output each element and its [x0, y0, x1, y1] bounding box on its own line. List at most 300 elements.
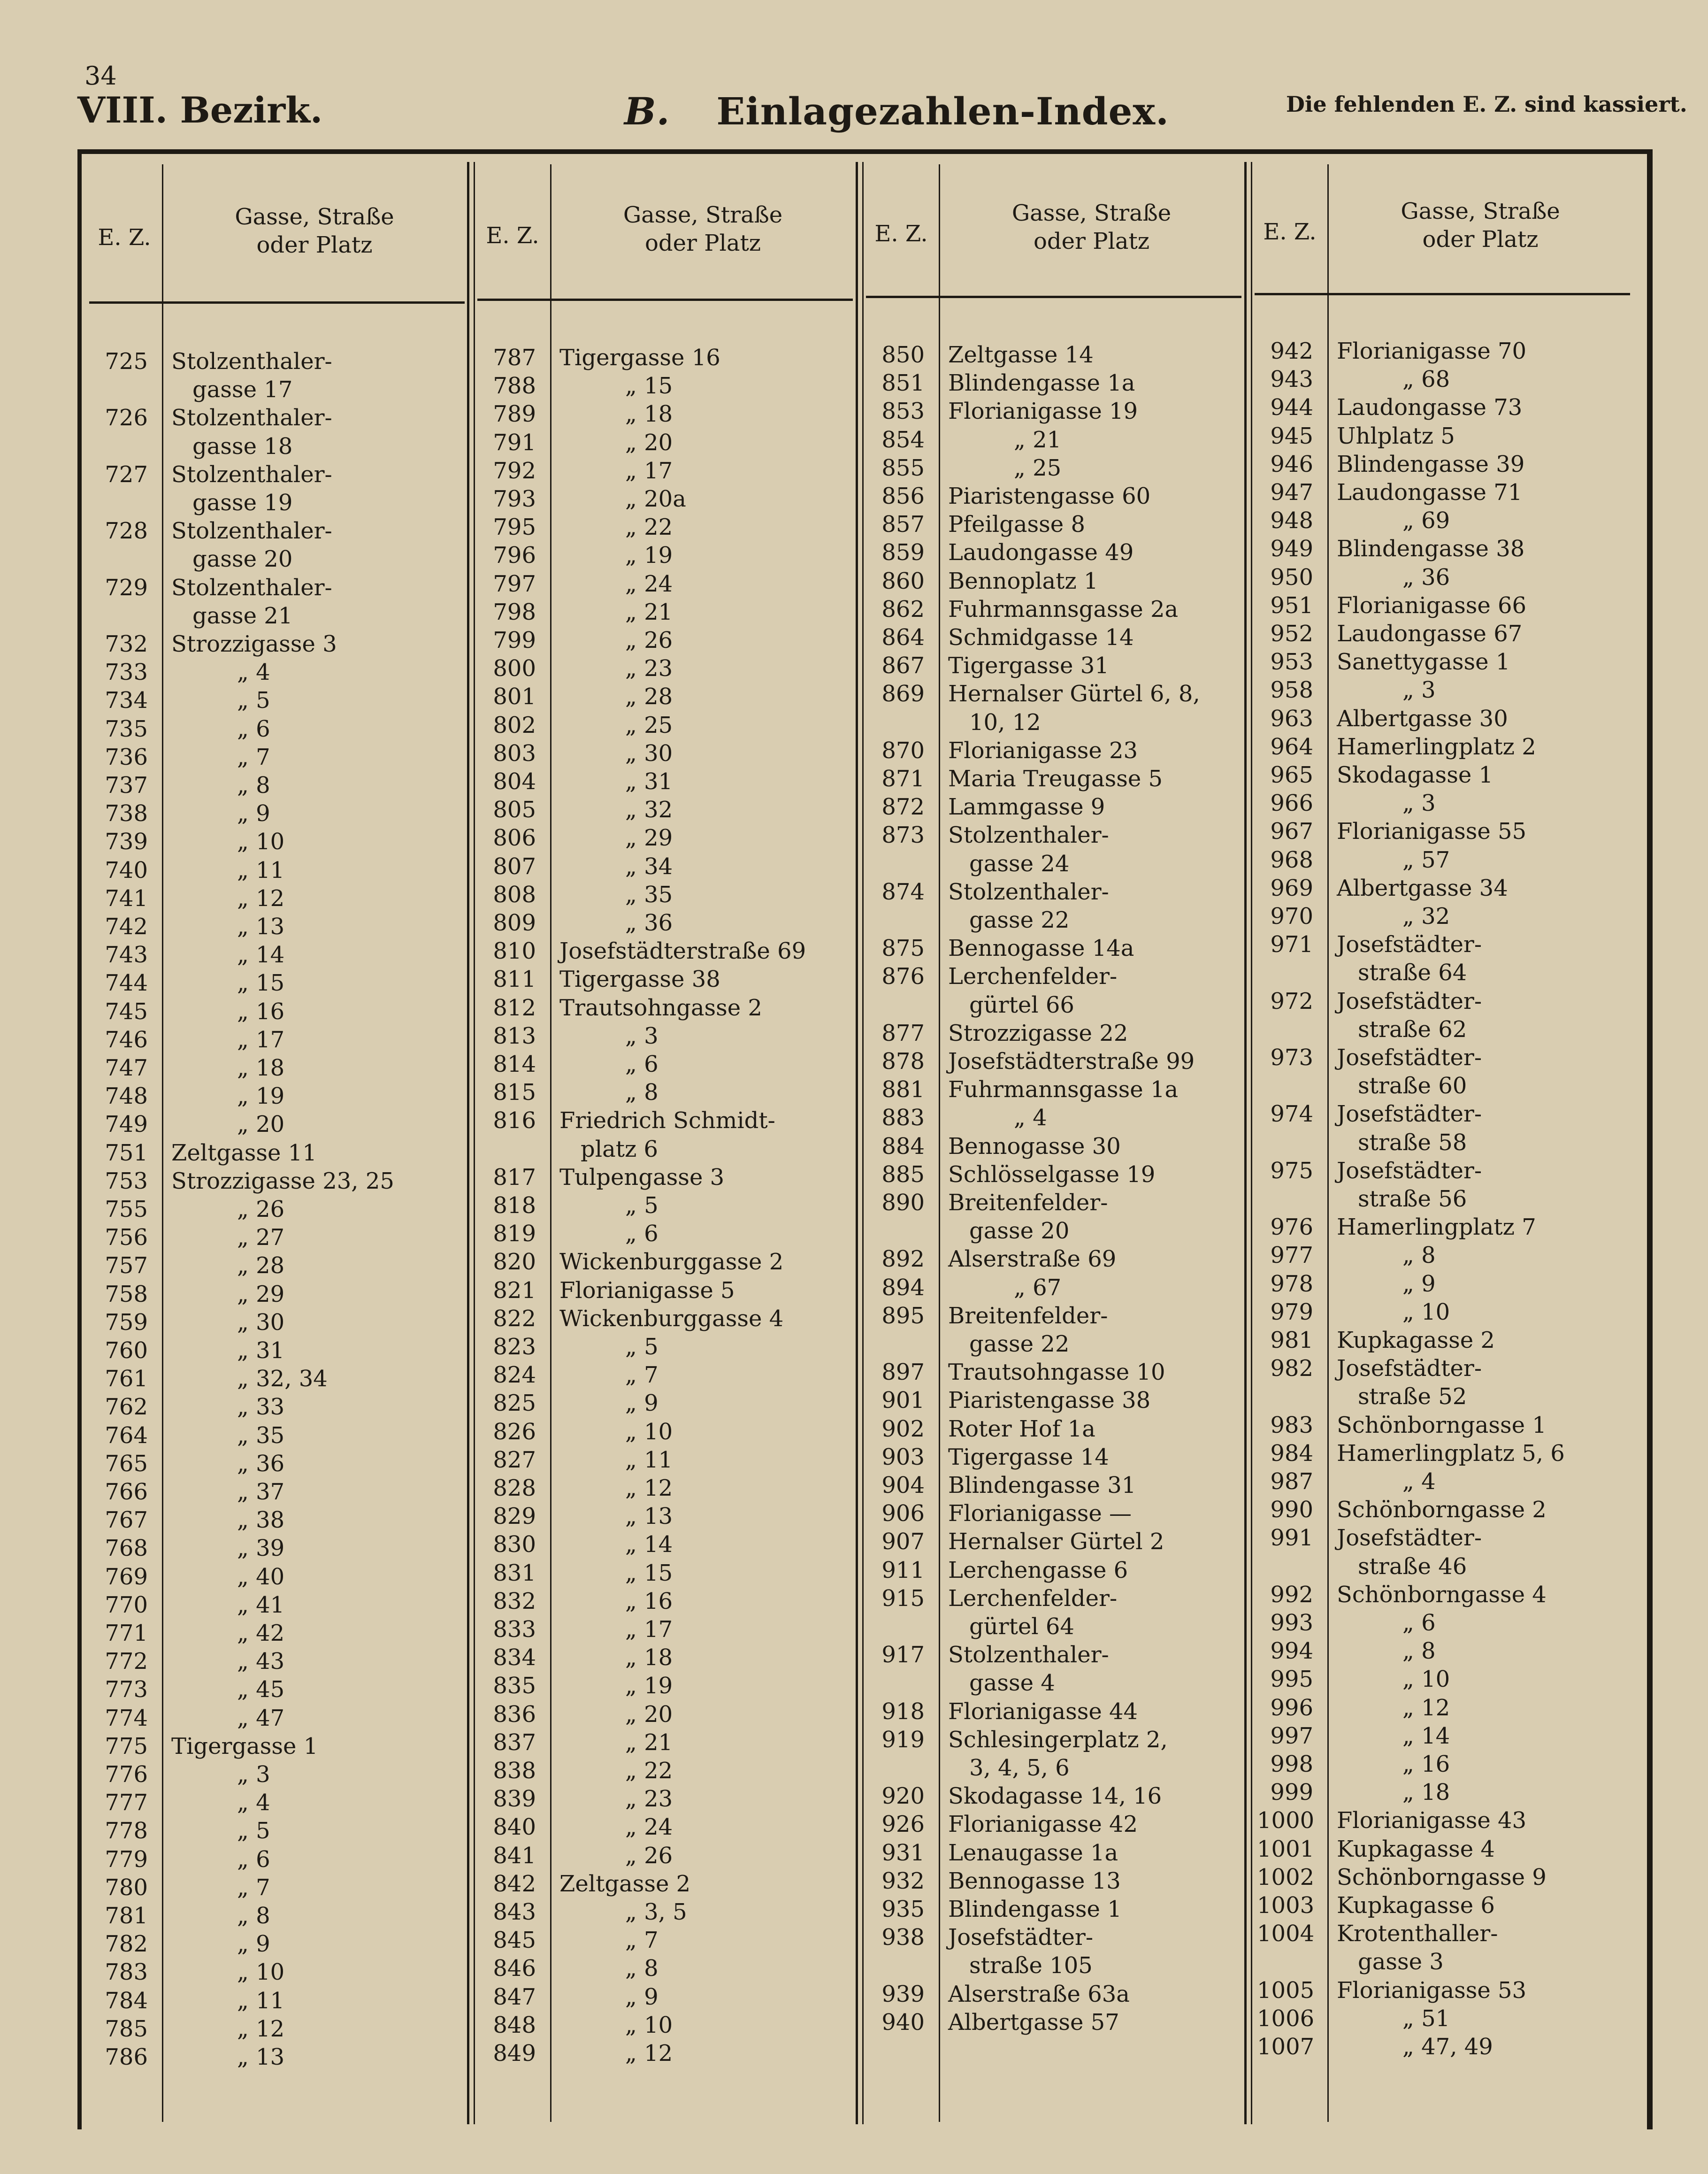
street-entry: „ 3	[237, 1761, 270, 1788]
ez-number: 783	[105, 1959, 148, 1986]
street-entry: Stolzenthaler-	[948, 822, 1109, 849]
ez-number: 942	[1270, 338, 1313, 364]
street-entry: gasse 3	[1358, 1949, 1444, 1975]
ez-number: 791	[493, 429, 536, 456]
ez-number: 965	[1270, 762, 1313, 788]
street-entry: Florianigasse 55	[1337, 818, 1527, 845]
header-rule	[866, 296, 1241, 298]
street-entry: „ 4	[237, 659, 270, 686]
ez-number: 920	[881, 1783, 925, 1810]
street-entry: gasse 21	[192, 602, 293, 629]
ez-number: 964	[1270, 733, 1313, 760]
ez-number: 1005	[1257, 1977, 1315, 2004]
street-entry: „ 26	[237, 1196, 285, 1222]
street-entry: Hamerlingplatz 5, 6	[1337, 1440, 1565, 1467]
ez-number: 931	[881, 1839, 925, 1866]
ez-number: 818	[493, 1192, 536, 1219]
ez-number: 815	[493, 1079, 536, 1106]
street-entry: Laudongasse 73	[1337, 394, 1523, 421]
street-entry: „ 67	[1014, 1274, 1062, 1301]
ez-number: 743	[105, 942, 148, 968]
ez-number: 944	[1270, 394, 1313, 421]
ez-number: 755	[105, 1196, 148, 1222]
ez-number: 813	[493, 1022, 536, 1049]
street-entry: Piaristengasse 60	[948, 483, 1151, 509]
street-entry: „ 8	[237, 1903, 270, 1929]
ez-number: 843	[493, 1899, 536, 1925]
street-entry: Schmidgasse 14	[948, 624, 1134, 651]
street-entry: platz 6	[581, 1136, 659, 1162]
street-entry: Lerchenfelder-	[948, 963, 1118, 990]
street-entry: „ 3	[1402, 677, 1436, 704]
street-entry: „ 10	[1402, 1666, 1450, 1693]
street-entry: Josefstädter-	[948, 1924, 1094, 1951]
street-entry: gürtel 66	[969, 991, 1074, 1018]
street-entry: „ 37	[237, 1479, 285, 1505]
ez-number: 857	[881, 511, 925, 538]
street-entry: Krotenthaller-	[1337, 1920, 1498, 1947]
ez-number: 744	[105, 970, 148, 997]
ez-number: 885	[881, 1161, 925, 1188]
street-entry: „ 3	[1402, 790, 1436, 817]
street-entry: Blindengasse 38	[1337, 536, 1525, 562]
ez-number: 795	[493, 514, 536, 541]
street-entry: Schlesingerplatz 2,	[948, 1726, 1168, 1753]
street-entry: Josefstädter-	[1337, 931, 1482, 958]
street-entry: „ 7	[237, 1874, 270, 1901]
ez-number: 782	[105, 1931, 148, 1958]
street-entry: Pfeilgasse 8	[948, 511, 1085, 538]
ez-number: 830	[493, 1531, 536, 1558]
ez-number: 761	[105, 1366, 148, 1392]
street-entry: „ 10	[1402, 1298, 1450, 1325]
street-entry: Bennogasse 14a	[948, 935, 1134, 962]
street-entry: Hernalser Gürtel 6, 8,	[948, 681, 1200, 707]
street-entry: „ 28	[625, 684, 673, 710]
street-entry: Florianigasse 53	[1337, 1977, 1527, 2004]
street-entry: straße 58	[1358, 1129, 1467, 1156]
ez-number: 881	[881, 1076, 925, 1103]
col-header-street-line1: Gasse, Straße	[235, 204, 394, 230]
street-entry: Bennogasse 30	[948, 1133, 1121, 1160]
street-entry: „ 31	[625, 768, 673, 795]
street-entry: Breitenfelder-	[948, 1302, 1108, 1329]
street-entry: „ 21	[625, 1729, 673, 1756]
ez-number: 871	[881, 766, 925, 792]
col-header-street	[939, 199, 1244, 255]
street-entry: Wickenburggasse 4	[559, 1305, 784, 1332]
street-entry: „ 38	[237, 1507, 285, 1534]
ez-number: 811	[493, 966, 536, 993]
street-entry: Tigergasse 14	[948, 1444, 1109, 1470]
street-entry: „ 18	[237, 1055, 285, 1081]
street-entry: „ 16	[625, 1588, 673, 1614]
street-entry: „ 31	[237, 1337, 285, 1364]
ez-number: 897	[881, 1359, 925, 1386]
ez-number: 903	[881, 1444, 925, 1470]
street-entry: Bennoplatz 1	[948, 568, 1098, 594]
street-entry: Josefstädter-	[1337, 1045, 1482, 1071]
street-entry: „ 3, 5	[625, 1899, 687, 1925]
street-entry: „ 9	[1402, 1270, 1436, 1297]
ez-number: 947	[1270, 479, 1313, 506]
street-entry: „ 7	[625, 1362, 659, 1389]
column-divider	[856, 162, 858, 2124]
street-entry: „ 18	[625, 1644, 673, 1671]
street-entry: „ 33	[237, 1394, 285, 1421]
street-entry: „ 9	[625, 1390, 659, 1417]
ez-number: 753	[105, 1168, 148, 1194]
ez-number: 987	[1270, 1468, 1313, 1495]
ez-number: 831	[493, 1559, 536, 1586]
ez-number: 976	[1270, 1214, 1313, 1241]
ez-number: 816	[493, 1107, 536, 1134]
street-entry: straße 52	[1358, 1383, 1467, 1410]
street-entry: Schönborngasse 1	[1337, 1412, 1547, 1438]
ez-number: 786	[105, 2044, 148, 2070]
ez-number: 948	[1270, 507, 1313, 534]
street-entry: „ 12	[625, 1475, 673, 1501]
ez-number: 757	[105, 1252, 148, 1279]
ez-number: 990	[1270, 1497, 1313, 1523]
col-header-ez: E. Z.	[874, 221, 928, 247]
street-entry: „ 18	[625, 401, 673, 428]
ez-number: 745	[105, 998, 148, 1025]
column-divider-inner	[862, 162, 864, 2124]
col-header-ez: E. Z.	[98, 224, 151, 251]
street-entry: „ 13	[237, 914, 285, 940]
district-title: VIII. Bezirk.	[77, 89, 323, 131]
ez-number: 849	[493, 2040, 536, 2066]
ez-number: 812	[493, 994, 536, 1021]
header-rule	[89, 301, 465, 304]
ez-number: 917	[881, 1642, 925, 1668]
street-entry: Strozzigasse 23, 25	[171, 1168, 394, 1194]
ez-number: 997	[1270, 1722, 1313, 1749]
ez-number: 835	[493, 1673, 536, 1699]
street-entry: Zeltgasse 2	[559, 1870, 691, 1897]
ez-column-divider	[550, 164, 551, 2122]
street-entry: „ 5	[625, 1192, 659, 1219]
street-entry: Stolzenthaler-	[171, 574, 332, 601]
ez-number: 802	[493, 712, 536, 738]
col-header-ez: E. Z.	[1263, 219, 1317, 245]
ez-number: 798	[493, 599, 536, 625]
street-entry: „ 11	[625, 1446, 673, 1473]
street-entry: „ 19	[625, 542, 673, 569]
street-entry: „ 36	[237, 1450, 285, 1477]
ez-number: 801	[493, 684, 536, 710]
ez-number: 839	[493, 1786, 536, 1813]
street-entry: „ 24	[625, 570, 673, 597]
ez-number: 771	[105, 1620, 148, 1646]
street-entry: „ 5	[237, 687, 270, 714]
street-entry: Stolzenthaler-	[948, 878, 1109, 905]
street-entry: gasse 20	[192, 546, 293, 573]
col-header-street	[550, 201, 856, 257]
street-entry: Kupkagasse 6	[1337, 1892, 1495, 1919]
street-entry: Florianigasse 42	[948, 1811, 1138, 1838]
street-entry: „ 43	[237, 1648, 285, 1675]
street-entry: Stolzenthaler-	[171, 405, 332, 431]
street-entry: „ 17	[237, 1026, 285, 1053]
header-rule	[1255, 293, 1630, 295]
header-rule	[477, 299, 853, 301]
street-entry: „ 24	[625, 1814, 673, 1841]
street-entry: „ 16	[237, 998, 285, 1025]
ez-number: 838	[493, 1758, 536, 1784]
ez-number: 1007	[1257, 2034, 1315, 2060]
street-entry: Lenaugasse 1a	[948, 1839, 1118, 1866]
street-entry: „ 6	[1402, 1610, 1436, 1636]
street-entry: Piaristengasse 38	[948, 1387, 1151, 1414]
street-entry: Kupkagasse 4	[1337, 1836, 1495, 1862]
ez-number: 859	[881, 539, 925, 566]
ez-number: 737	[105, 772, 148, 799]
street-entry: straße 46	[1358, 1553, 1467, 1580]
ez-number: 729	[105, 574, 148, 601]
ez-number: 806	[493, 825, 536, 852]
ez-number: 991	[1270, 1525, 1313, 1552]
ez-number: 809	[493, 910, 536, 936]
ez-number: 895	[881, 1302, 925, 1329]
street-entry: gasse 24	[969, 850, 1070, 877]
ez-number: 748	[105, 1083, 148, 1110]
street-entry: straße 60	[1358, 1073, 1467, 1099]
street-entry: „ 5	[237, 1818, 270, 1844]
street-entry: „ 68	[1402, 366, 1450, 393]
ez-number: 804	[493, 768, 536, 795]
street-entry: straße 105	[969, 1952, 1093, 1979]
section-letter: B.	[624, 89, 670, 133]
street-entry: Josefstädterstraße 99	[948, 1048, 1195, 1075]
street-entry: „ 21	[1014, 426, 1062, 453]
ez-number: 854	[881, 426, 925, 453]
street-entry: Stolzenthaler-	[948, 1642, 1109, 1668]
street-entry: „ 13	[625, 1503, 673, 1530]
ez-column-divider	[1327, 164, 1329, 2122]
street-entry: „ 51	[1402, 2005, 1450, 2032]
street-entry: „ 12	[1402, 1694, 1450, 1721]
street-entry: „ 69	[1402, 507, 1450, 534]
street-entry: „ 27	[237, 1224, 285, 1251]
ez-number: 787	[493, 345, 536, 371]
street-entry: „ 57	[1402, 846, 1450, 873]
ez-number: 846	[493, 1955, 536, 1982]
ez-number: 982	[1270, 1355, 1313, 1382]
street-entry: „ 6	[237, 715, 270, 742]
street-entry: straße 56	[1358, 1186, 1467, 1212]
street-entry: Florianigasse 23	[948, 737, 1138, 764]
street-entry: gasse 4	[969, 1670, 1055, 1697]
col-header-street	[162, 203, 467, 259]
street-entry: „ 29	[237, 1281, 285, 1307]
ez-number: 780	[105, 1874, 148, 1901]
street-entry: „ 7	[625, 1927, 659, 1954]
ez-number: 814	[493, 1051, 536, 1077]
ez-number: 746	[105, 1026, 148, 1053]
street-entry: „ 7	[237, 744, 270, 770]
ez-number: 904	[881, 1472, 925, 1498]
ez-number: 728	[105, 518, 148, 545]
ez-number: 736	[105, 744, 148, 770]
column-divider	[467, 162, 469, 2124]
street-entry: „ 16	[1402, 1751, 1450, 1777]
col-header-street-line2: oder Platz	[1422, 226, 1539, 253]
ez-number: 973	[1270, 1045, 1313, 1071]
ez-number: 768	[105, 1535, 148, 1562]
street-entry: Strozzigasse 22	[948, 1020, 1128, 1046]
ez-number: 949	[1270, 536, 1313, 562]
ez-number: 749	[105, 1111, 148, 1138]
ez-number: 829	[493, 1503, 536, 1530]
street-entry: Skodagasse 14, 16	[948, 1783, 1162, 1810]
street-entry: Albertgasse 57	[948, 2009, 1119, 2036]
ez-number: 995	[1270, 1666, 1313, 1693]
street-entry: „ 35	[625, 881, 673, 908]
street-entry: Albertgasse 34	[1337, 875, 1508, 901]
col-header-ez: E. Z.	[486, 223, 539, 249]
street-entry: Florianigasse 44	[948, 1698, 1138, 1725]
ez-number: 779	[105, 1846, 148, 1873]
index-title-text: Einlagezahlen-Index.	[716, 89, 1169, 133]
street-entry: „ 47	[237, 1705, 285, 1731]
street-entry: Tigergasse 38	[559, 966, 720, 993]
ez-number: 766	[105, 1479, 148, 1505]
ez-number: 953	[1270, 649, 1313, 676]
street-entry: „ 10	[237, 829, 285, 855]
ez-number: 740	[105, 857, 148, 883]
street-entry: Stolzenthaler-	[171, 461, 332, 488]
street-entry: Blindengasse 31	[948, 1472, 1136, 1498]
ez-number: 751	[105, 1139, 148, 1166]
street-entry: „ 29	[625, 825, 673, 852]
ez-number: 799	[493, 627, 536, 653]
street-entry: „ 14	[237, 942, 285, 968]
ez-number: 803	[493, 740, 536, 767]
ez-number: 793	[493, 486, 536, 512]
ez-number: 789	[493, 401, 536, 428]
ez-number: 832	[493, 1588, 536, 1614]
ez-number: 842	[493, 1870, 536, 1897]
street-entry: Hernalser Gürtel 2	[948, 1529, 1164, 1555]
street-entry: „ 9	[237, 800, 270, 827]
ez-number: 769	[105, 1563, 148, 1590]
ez-number: 821	[493, 1277, 536, 1304]
ez-number: 747	[105, 1055, 148, 1081]
street-entry: Tigergasse 1	[171, 1733, 318, 1759]
street-entry: Laudongasse 71	[1337, 479, 1523, 506]
ez-number: 776	[105, 1761, 148, 1788]
street-entry: „ 25	[625, 712, 673, 738]
street-entry: „ 11	[237, 1987, 285, 2014]
street-entry: „ 34	[625, 853, 673, 880]
ez-number: 915	[881, 1585, 925, 1612]
street-entry: Josefstädterstraße 69	[559, 938, 806, 965]
ez-number: 807	[493, 853, 536, 880]
street-entry: Alserstraße 63a	[948, 1981, 1130, 2007]
ez-number: 767	[105, 1507, 148, 1534]
ez-number: 797	[493, 570, 536, 597]
ez-number: 773	[105, 1676, 148, 1703]
street-entry: gasse 17	[192, 376, 293, 403]
street-entry: Josefstädter-	[1337, 1101, 1482, 1128]
ez-number: 971	[1270, 931, 1313, 958]
ez-number: 1002	[1257, 1864, 1315, 1890]
street-entry: Blindengasse 39	[1337, 451, 1525, 477]
street-entry: Tigergasse 16	[559, 345, 720, 371]
ez-number: 772	[105, 1648, 148, 1675]
ez-number: 796	[493, 542, 536, 569]
street-entry: „ 4	[237, 1790, 270, 1816]
street-entry: Schönborngasse 4	[1337, 1581, 1547, 1608]
street-entry: Friedrich Schmidt-	[559, 1107, 775, 1134]
street-entry: „ 4	[1402, 1468, 1436, 1495]
ez-number: 939	[881, 1981, 925, 2007]
street-entry: straße 62	[1358, 1016, 1467, 1043]
ez-number: 963	[1270, 705, 1313, 732]
ez-number: 824	[493, 1362, 536, 1389]
street-entry: „ 8	[1402, 1638, 1436, 1665]
ez-number: 943	[1270, 366, 1313, 393]
street-entry: Josefstädter-	[1337, 1355, 1482, 1382]
street-entry: „ 20a	[625, 486, 686, 512]
street-entry: Blindengasse 1a	[948, 370, 1135, 397]
col-header-street-line1: Gasse, Straße	[623, 202, 783, 228]
ez-number: 784	[105, 1987, 148, 2014]
ez-number: 972	[1270, 988, 1313, 1014]
ez-number: 851	[881, 370, 925, 397]
ez-number: 877	[881, 1020, 925, 1046]
street-entry: „ 32	[625, 797, 673, 823]
street-entry: Roter Hof 1a	[948, 1415, 1095, 1442]
street-entry: „ 18	[1402, 1779, 1450, 1806]
street-entry: Schlösselgasse 19	[948, 1161, 1156, 1188]
ez-number: 950	[1270, 564, 1313, 591]
street-entry: „ 20	[237, 1111, 285, 1138]
ez-number: 778	[105, 1818, 148, 1844]
ez-number: 938	[881, 1924, 925, 1951]
street-entry: Fuhrmannsgasse 1a	[948, 1076, 1179, 1103]
street-entry: Florianigasse —	[948, 1500, 1132, 1527]
ez-number: 970	[1270, 903, 1313, 930]
ez-number: 837	[493, 1729, 536, 1756]
ez-number: 726	[105, 405, 148, 431]
ez-number: 732	[105, 631, 148, 657]
street-entry: Florianigasse 5	[559, 1277, 735, 1304]
street-entry: „ 6	[625, 1051, 659, 1077]
ez-number: 869	[881, 681, 925, 707]
street-entry: Josefstädter-	[1337, 988, 1482, 1014]
street-entry: „ 13	[237, 2044, 285, 2070]
ez-number: 841	[493, 1842, 536, 1869]
ez-number: 906	[881, 1500, 925, 1527]
ez-number: 781	[105, 1903, 148, 1929]
street-entry: „ 6	[625, 1221, 659, 1247]
street-entry: Tigergasse 31	[948, 653, 1109, 679]
street-entry: „ 9	[237, 1931, 270, 1958]
ez-number: 850	[881, 342, 925, 368]
ez-number: 876	[881, 963, 925, 990]
street-entry: „ 47, 49	[1402, 2034, 1493, 2060]
street-entry: Strozzigasse 3	[171, 631, 337, 657]
ez-number: 738	[105, 800, 148, 827]
ez-number: 907	[881, 1529, 925, 1555]
ez-number: 978	[1270, 1270, 1313, 1297]
street-entry: Trautsohngasse 10	[948, 1359, 1165, 1386]
ez-number: 788	[493, 373, 536, 399]
ez-number: 873	[881, 822, 925, 849]
